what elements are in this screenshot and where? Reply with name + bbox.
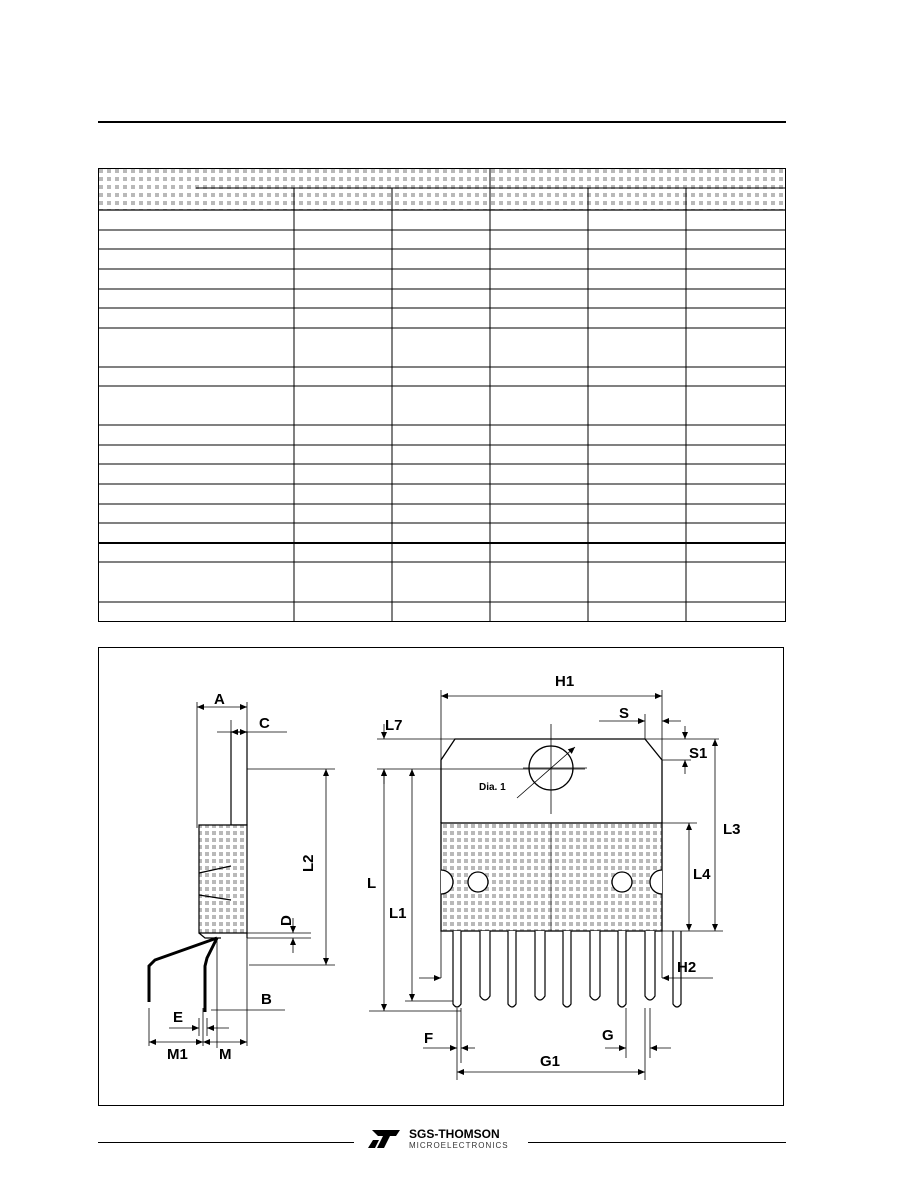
dim-label-l3: L3 <box>723 821 741 838</box>
package-outline-drawing <box>99 648 785 1107</box>
dim-label-g1: G1 <box>540 1053 561 1070</box>
header-rule <box>98 121 786 123</box>
dim-label-d: D <box>278 915 295 926</box>
dim-label-l2: L2 <box>300 854 317 872</box>
dim-label-dia1: Dia. 1 <box>479 782 506 793</box>
company-logo <box>366 1127 526 1153</box>
dim-label-l: L <box>367 875 377 892</box>
dim-label-l1: L1 <box>389 905 407 922</box>
dim-label-s: S <box>619 705 630 722</box>
dim-label-e: E <box>173 1009 184 1026</box>
footer-rule-left <box>98 1142 354 1143</box>
brand-subtitle: MICROELECTRONICS <box>409 1141 509 1150</box>
dim-label-a: A <box>214 691 225 708</box>
dim-label-m1: M1 <box>167 1046 188 1063</box>
table-grid <box>98 168 786 622</box>
dim-label-h1: H1 <box>555 673 575 690</box>
table-header-band <box>98 168 786 210</box>
footer-rule-right <box>528 1142 786 1143</box>
dim-label-c: C <box>259 715 270 732</box>
brand-name: SGS-THOMSON <box>409 1127 500 1141</box>
package-outline-frame <box>98 647 784 1106</box>
dim-label-m: M <box>219 1046 232 1063</box>
dim-label-l7: L7 <box>385 717 403 734</box>
dim-label-g: G <box>602 1027 614 1044</box>
dim-label-b: B <box>261 991 272 1008</box>
mechanical-data-table <box>98 168 786 622</box>
st-logo-icon <box>366 1128 402 1150</box>
dim-label-l4: L4 <box>693 866 711 883</box>
dim-label-s1: S1 <box>689 745 708 762</box>
dim-label-f: F <box>424 1030 434 1047</box>
dim-label-h2: H2 <box>677 959 697 976</box>
